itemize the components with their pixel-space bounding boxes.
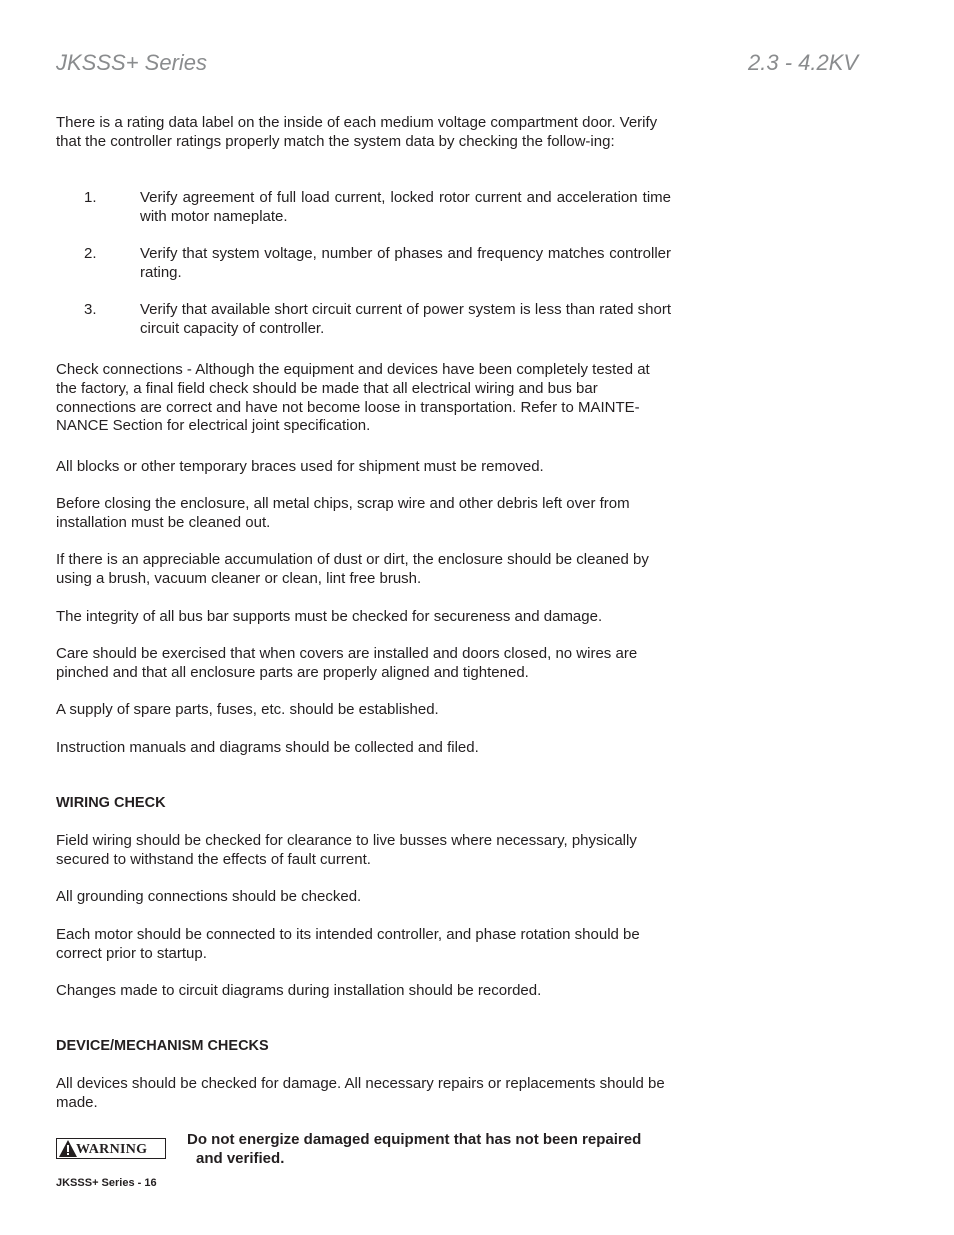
device-checks-heading: DEVICE/MECHANISM CHECKS — [56, 1038, 269, 1054]
warning-message — [187, 1130, 667, 1168]
bus-bar-paragraph: The integrity of all bus bar supports must be checked for secureness and damage. — [56, 608, 603, 625]
header-title: JKSSS+ Series — [56, 50, 208, 75]
list-item-number: 2. — [84, 245, 97, 262]
dust-paragraph: If there is an appreciable accumulation of dust or dirt, the enclosure should be cleaned by using a brush, vacuum cleaner or clean, lint free brush. — [56, 551, 649, 587]
list-item-text: Verify that available short circuit current of power system is less than rated short circuit capacity of controller. — [140, 301, 671, 337]
warning-line-2: and verified. — [196, 1150, 285, 1167]
list-item-number: 1. — [84, 189, 97, 206]
page-footer: JKSSS+ Series - 16 — [56, 1177, 157, 1189]
warning-badge — [56, 1138, 166, 1159]
grounding-paragraph: All grounding connections should be checked. — [56, 888, 362, 905]
devices-paragraph: All devices should be checked for damage. All necessary repairs or replacements should be made. — [56, 1075, 665, 1111]
circuit-diagrams-paragraph: Changes made to circuit diagrams during installation should be recorded. — [56, 982, 542, 999]
chips-paragraph: Before closing the enclosure, all metal chips, scrap wire and other debris left over from installation must be cleaned out. — [56, 495, 630, 531]
warning-label: WARNING — [76, 1142, 148, 1157]
motor-paragraph: Each motor should be connected to its intended controller, and phase rotation should be correct prior to startup. — [56, 926, 640, 962]
warning-line-1: Do not energize damaged equipment that has not been repaired — [187, 1131, 642, 1148]
list-item-text: Verify agreement of full load current, locked rotor current and acceleration time with motor nameplate. — [140, 189, 671, 225]
list-item-number: 3. — [84, 301, 97, 318]
manuals-paragraph: Instruction manuals and diagrams should be collected and filed. — [56, 739, 479, 756]
intro-paragraph: There is a rating data label on the inside of each medium voltage compartment door. Verify that the controller ratings properly match the system data by checking the follow-ing: — [56, 114, 658, 150]
warning-triangle-icon — [59, 1140, 77, 1157]
check-connections-paragraph: Check connections - Although the equipment and devices have been completely tested at the factory, a final field check should be made that all electrical wiring and bus bar connections are correct and have not become loose in transportation. Refer to MAINTE-NANCE Section for electrical joint specification. — [56, 361, 650, 435]
header-voltage: 2.3 - 4.2KV — [748, 50, 859, 75]
braces-paragraph: All blocks or other temporary braces used for shipment must be removed. — [56, 458, 544, 475]
wiring-paragraph: Field wiring should be checked for clearance to live busses where necessary, physically secured to withstand the effects of fault current. — [56, 832, 637, 868]
spare-parts-paragraph: A supply of spare parts, fuses, etc. should be established. — [56, 701, 439, 718]
covers-paragraph: Care should be exercised that when covers are installed and doors closed, no wires are pinched and that all enclosure parts are properly aligned and tightened. — [56, 645, 638, 681]
list-item-text: Verify that system voltage, number of phases and frequency matches controller rating. — [140, 245, 671, 281]
wiring-check-heading: WIRING CHECK — [56, 795, 166, 811]
